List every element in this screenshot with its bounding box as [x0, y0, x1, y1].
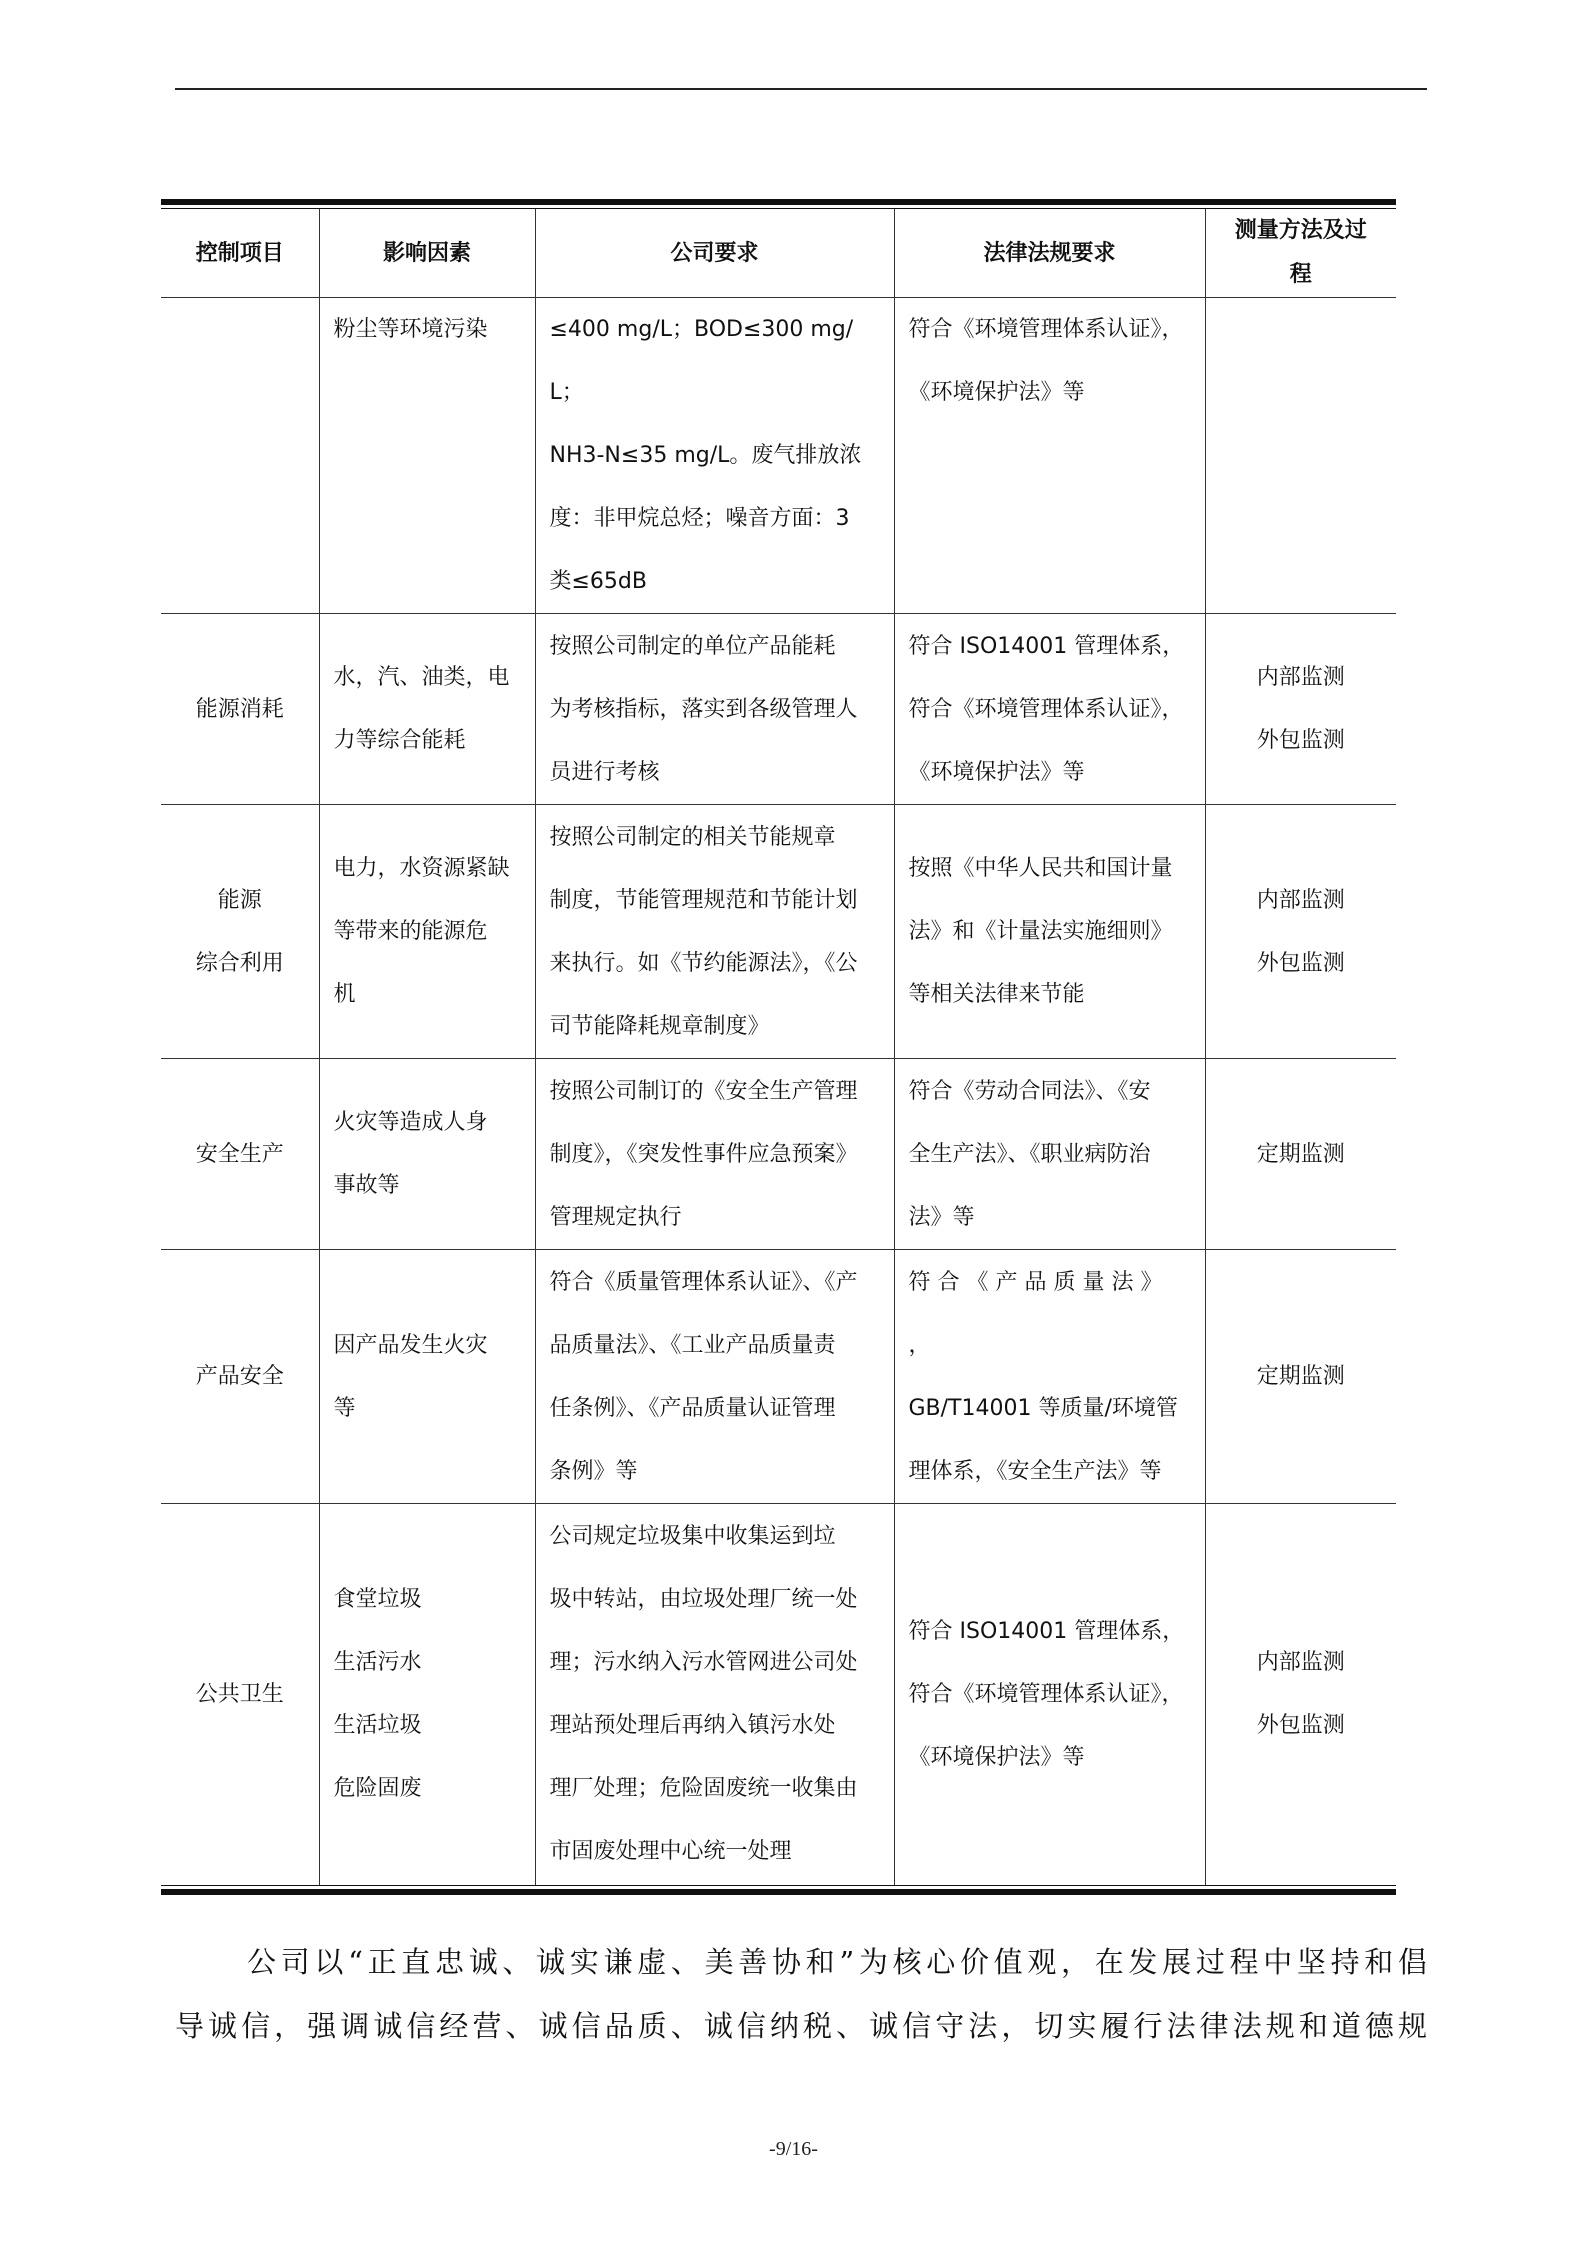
cell-text-line: 司节能降耗规章制度》: [549, 1013, 770, 1039]
table-row: [161, 1059, 1396, 1250]
company-requirement-cell: [535, 614, 894, 805]
company-requirement-cell: [535, 298, 894, 614]
influence-factor-cell: [319, 1504, 535, 1885]
cell-text-line: 法》等: [908, 1204, 975, 1230]
cell-text-line: 符合《环境管理体系认证》，: [908, 317, 1184, 342]
cell-text-line: 定期监测: [1256, 1141, 1345, 1167]
influence-factor-cell: [319, 1250, 535, 1504]
legal-requirement-cell: [894, 1059, 1205, 1250]
influence-factor-cell: [319, 805, 535, 1059]
cell-text-line: 综合利用: [195, 950, 284, 976]
cell-text-line: 市固废处理中心统一处理: [549, 1839, 792, 1865]
cell-text-line: 符合《劳动合同法》、《安: [908, 1078, 1151, 1104]
table-row: [161, 614, 1396, 805]
cell-text-line: 定期监测: [1256, 1364, 1345, 1389]
cell-text-line: 管理规定执行: [549, 1204, 682, 1230]
cell-text-line: NH3-N≤35 mg/L。废气排放浓: [549, 443, 862, 468]
column-header-text: 法律法规要求: [983, 240, 1116, 266]
column-header: [319, 209, 535, 298]
cell-text-line: 力等综合能耗: [333, 728, 466, 753]
cell-text-line: 理；污水纳入污水管网进公司处: [549, 1650, 858, 1676]
legal-requirement-cell: [894, 805, 1205, 1059]
cell-text-line: 火灾等造成人身: [333, 1110, 488, 1135]
cell-text-line: 制度，节能管理规范和节能计划: [549, 887, 858, 913]
cell-text-line: 《环境保护法》等: [908, 759, 1085, 785]
cell-text-line: 食堂垃圾: [333, 1587, 422, 1613]
cell-text-line: 等相关法律来节能: [908, 982, 1085, 1007]
cell-text-line: 理体系，《安全生产法》等: [908, 1458, 1162, 1484]
column-header-text: 影响因素: [382, 240, 471, 266]
cell-text-line: 内部监测: [1256, 1650, 1345, 1676]
cell-text-line: 外包监测: [1256, 728, 1345, 753]
column-header: [535, 209, 894, 298]
cell-text-line: 按照公司制定的相关节能规章: [549, 824, 836, 850]
cell-text-line: 来执行。如《节约能源法》，《公: [549, 950, 858, 976]
cell-text-line: 等带来的能源危: [333, 919, 488, 944]
cell-text-line: 能源: [217, 887, 262, 913]
table-row: [161, 805, 1396, 1059]
table-row: [161, 298, 1396, 614]
table-bottom-thick-rule: [161, 1889, 1396, 1895]
cell-text-line: 能源消耗: [195, 696, 284, 722]
cell-text-line: 条例》等: [549, 1458, 638, 1484]
company-requirement-cell: [535, 1250, 894, 1504]
cell-text-line: 《环境保护法》等: [908, 1744, 1085, 1770]
column-header: [894, 209, 1205, 298]
column-header-text: 控制项目: [195, 240, 284, 266]
cell-text-line: 符合 ISO14001 管理体系，: [908, 1618, 1185, 1644]
cell-text-line: 符合《环境管理体系认证》，: [908, 1681, 1184, 1707]
cell-text-line: 制度》，《突发性事件应急预案》: [549, 1141, 858, 1167]
control-item-cell: [161, 298, 319, 614]
control-item-cell: [161, 1504, 319, 1885]
cell-text-line: 按照公司制定的单位产品能耗: [549, 633, 836, 659]
cell-text-line: 外包监测: [1256, 950, 1345, 976]
cell-text-line: 符合《质量管理体系认证》、《产: [549, 1269, 858, 1295]
cell-text-line: 理站预处理后再纳入镇污水处: [549, 1713, 836, 1739]
cell-text-line: 产品安全: [195, 1364, 284, 1389]
table-header-row: [161, 209, 1396, 298]
cell-text-line: ≤400 mg/L；BOD≤300 mg/L；: [549, 317, 854, 405]
legal-requirement-cell: [894, 1250, 1205, 1504]
cell-text-line: 理厂处理；危险固废统一收集由: [549, 1776, 858, 1802]
cell-text-line: 安全生产: [195, 1141, 284, 1167]
column-header-text: 公司要求: [670, 240, 759, 266]
column-header-text: 程: [1289, 262, 1312, 287]
measurement-method-cell: [1205, 805, 1396, 1059]
cell-text-line: 机: [333, 982, 356, 1007]
measurement-method-cell: [1205, 1059, 1396, 1250]
cell-text-line: 按照公司制订的《安全生产管理: [549, 1078, 858, 1104]
cell-text-line: 内部监测: [1256, 665, 1345, 690]
table-row: [161, 1504, 1396, 1885]
cell-text-line: 任条例》、《产品质量认证管理: [549, 1395, 836, 1421]
cell-text-line: 按照《中华人民共和国计量: [908, 856, 1173, 881]
cell-text-line: 危险固废: [333, 1776, 422, 1802]
cell-text-line: 电力，水资源紧缺: [333, 856, 510, 881]
control-item-cell: [161, 1250, 319, 1504]
cell-text-line: 生活垃圾: [333, 1713, 422, 1739]
cell-text-line: 符 合 《 产 品 质 量 法 》 ，: [908, 1269, 1163, 1358]
cell-text-line: 生活污水: [333, 1650, 422, 1676]
column-header: [1205, 209, 1396, 298]
cell-text-line: 品质量法》、《工业产品质量责: [549, 1332, 836, 1358]
measurement-method-cell: [1205, 1504, 1396, 1885]
control-item-cell: [161, 614, 319, 805]
measurement-method-cell: [1205, 1250, 1396, 1504]
influence-factor-cell: [319, 298, 535, 614]
cell-text-line: GB/T14001 等质量/环境管: [908, 1395, 1178, 1421]
control-item-cell: [161, 805, 319, 1059]
influence-factor-cell: [319, 614, 535, 805]
cell-text-line: 类≤65dB: [549, 569, 647, 594]
legal-requirement-cell: [894, 298, 1205, 614]
cell-text-line: 全生产法》、《职业病防治: [908, 1141, 1151, 1167]
paragraph-line-1: 公司以“正直忠诚、诚实谦虚、美善协和”为核心价值观，在发展过程中坚持和倡: [247, 1945, 1427, 1979]
company-requirement-cell: [535, 1059, 894, 1250]
cell-text-line: 为考核指标，落实到各级管理人: [549, 696, 858, 722]
cell-text-line: 员进行考核: [549, 759, 660, 785]
cell-text-line: 符合《环境管理体系认证》，: [908, 696, 1184, 722]
cell-text-line: 符合 ISO14001 管理体系，: [908, 633, 1185, 659]
measurement-method-cell: [1205, 298, 1396, 614]
header-rule: [175, 88, 1427, 90]
cell-text-line: 度：非甲烷总烃；噪音方面：3: [549, 506, 850, 531]
control-table-wrapper: [161, 199, 1396, 1895]
cell-text-line: 等: [333, 1395, 356, 1421]
column-header: [161, 209, 319, 298]
cell-text-line: 《环境保护法》等: [908, 380, 1085, 405]
cell-text-line: 外包监测: [1256, 1713, 1345, 1739]
cell-text-line: 事故等: [333, 1173, 400, 1198]
company-requirement-cell: [535, 805, 894, 1059]
influence-factor-cell: [319, 1059, 535, 1250]
table-row: [161, 1250, 1396, 1504]
measurement-method-cell: [1205, 614, 1396, 805]
cell-text-line: 水，汽、油类，电: [333, 665, 510, 690]
control-item-cell: [161, 1059, 319, 1250]
control-table: [161, 209, 1396, 1885]
cell-text-line: 内部监测: [1256, 887, 1345, 913]
page-number: -9/16-: [769, 2138, 818, 2160]
legal-requirement-cell: [894, 614, 1205, 805]
cell-text-line: 圾中转站，由垃圾处理厂统一处: [549, 1587, 858, 1613]
body-paragraph: [175, 1930, 1427, 2058]
cell-text-line: 因产品发生火灾: [333, 1332, 488, 1358]
paragraph-line-2: 导诚信，强调诚信经营、诚信品质、诚信纳税、诚信守法，切实履行法律法规和道德规: [175, 2009, 1427, 2043]
cell-text-line: 公共卫生: [195, 1681, 284, 1707]
cell-text-line: 法》和《计量法实施细则》: [908, 919, 1173, 944]
cell-text-line: 公司规定垃圾集中收集运到垃: [549, 1524, 836, 1550]
cell-text-line: 粉尘等环境污染: [333, 317, 488, 342]
legal-requirement-cell: [894, 1504, 1205, 1885]
company-requirement-cell: [535, 1504, 894, 1885]
column-header-text: 测量方法及过: [1234, 218, 1367, 243]
